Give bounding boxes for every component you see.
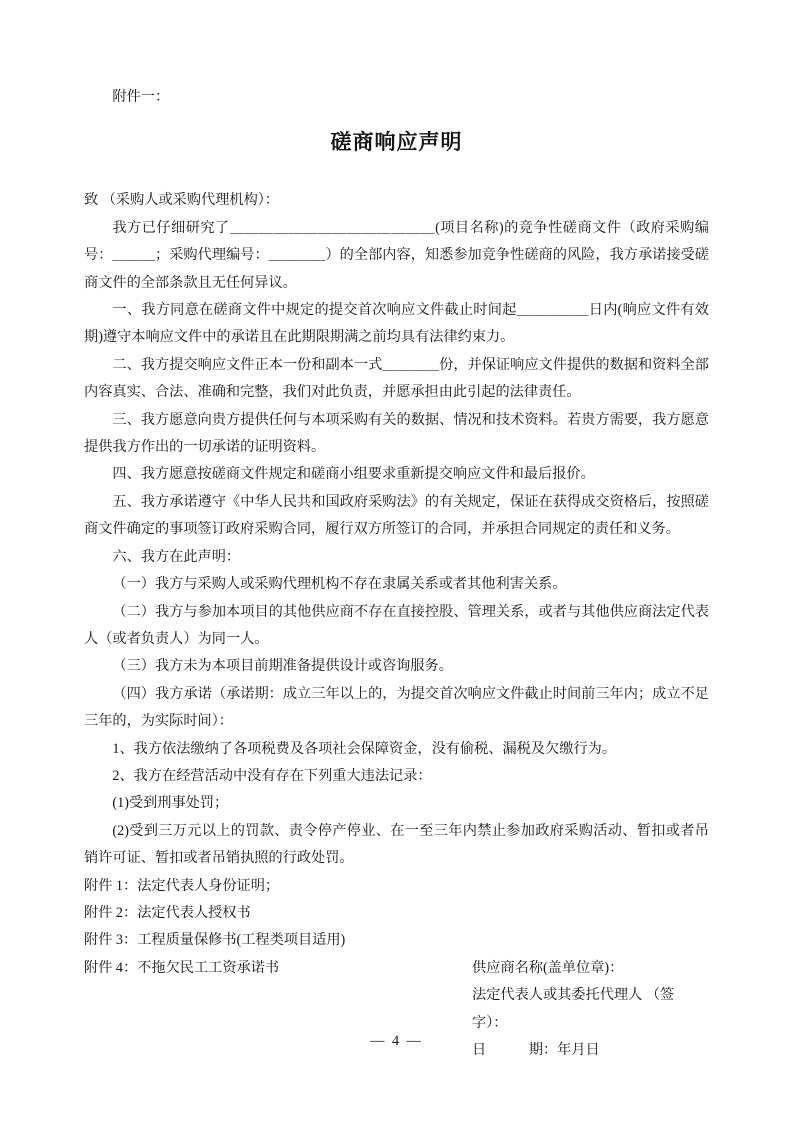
attachment-item-2: 附件 2：法定代表人授权书 [84, 904, 251, 921]
date-label: 日 期：年月日 [472, 1042, 600, 1058]
clause-2: 二、我方提交响应文件正本一份和副本一式＿＿＿＿份，并保证响应文件提供的数据和资料全部内容真实、合法、准确和完整，我们对此负责，并愿承担由此引起的法律责任。 [84, 356, 709, 401]
supplier-name-label: 供应商名称(盖单位章)： [472, 959, 624, 976]
clause-6-item-2: （二）我方与参加本项目的其他供应商不存在直接控股、管理关系，或者与其他供应商法定代表人（或者负责人）为同一人。 [84, 603, 709, 647]
attachment-item-3: 附件 3：工程质量保修书(工程类项目适用) [84, 932, 346, 949]
attachment-item-4: 附件 4：不拖欠民工工资承诺书 [84, 959, 280, 976]
clause-4: 四、我方愿意按磋商文件规定和磋商小组要求重新提交响应文件和最后报价。 [112, 466, 595, 483]
clause-6: 六、我方在此声明： [112, 548, 241, 565]
clause-intro: 我方已仔细研究了＿＿＿＿＿＿＿＿＿＿＿＿＿＿(项目名称)的竞争性磋商文件（政府采购编号：＿＿＿；采购代理编号：＿＿＿＿）的全部内容，知悉参加竞争性磋商的风险，我方承诺接受磋商文件的全部条款且无任何异议。 [84, 219, 709, 291]
commitment-2: 2、我方在经营活动中没有存在下列重大违法记录： [112, 767, 432, 784]
page-number: — 4 — [370, 1033, 423, 1049]
violation-item-2: (2)受到三万元以上的罚款、责令停产停业、在一至三年内禁止参加政府采购活动、暂扣或者吊销许可证、暂扣或者吊销执照的行政处罚。 [84, 822, 709, 867]
document-title: 磋商响应声明 [330, 130, 463, 155]
attachment-item-1: 附件 1：法定代表人身份证明； [84, 877, 280, 894]
clause-6-item-3: （三）我方未为本项目前期准备提供设计或咨询服务。 [112, 658, 453, 675]
clause-6-item-4: （四）我方承诺（承诺期：成立三年以上的，为提交首次响应文件截止时间前三年内；成立不足三年的，为实际时间）： [84, 685, 709, 730]
clause-5: 五、我方承诺遵守《中华人民共和国政府采购法》的有关规定，保证在获得成交资格后，按照磋商文件确定的事项签订政府采购合同，履行双方所签订的合同，并承担合同规定的责任和义务。 [84, 493, 709, 538]
violation-item-1: (1)受到刑事处罚； [112, 795, 229, 812]
attachment-label: 附件一： [112, 89, 170, 105]
clause-1: 一、我方同意在磋商文件中规定的提交首次响应文件截止时间起＿＿＿＿＿日内(响应文件有效期)遵守本响应文件中的承诺且在此期限期满之前均具有法律约束力。 [84, 302, 709, 346]
clause-3: 三、我方愿意向贵方提供任何与本项采购有关的数据、情况和技术资料。若贵方需要，我方愿意提供我方作出的一切承诺的证明资料。 [84, 411, 709, 456]
commitment-1: 1、我方依法缴纳了各项税费及各项社会保障资金，没有偷税、漏税及欠缴行为。 [112, 740, 617, 757]
representative-signature-label: 法定代表人或其委托代理人 （签字）： [472, 987, 675, 1031]
clause-6-item-1: （一）我方与采购人或采购代理机构不存在隶属关系或者其他利害关系。 [112, 576, 567, 593]
salutation-line: 致 （采购人或采购代理机构）： [84, 192, 280, 209]
attachment-list [84, 873, 709, 955]
